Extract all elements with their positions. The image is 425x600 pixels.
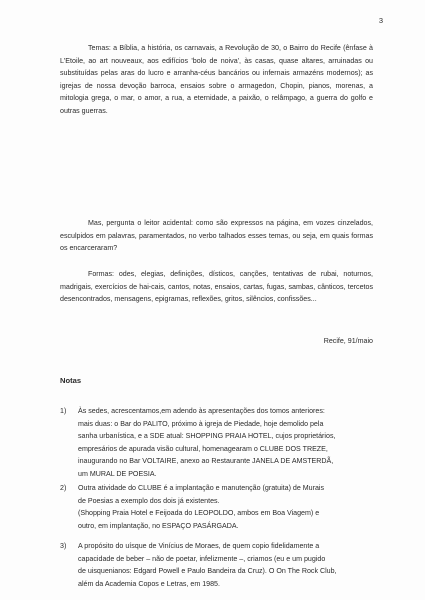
paragraph-formas: Formas: odes, elegias, definições, dísticos, canções, tentativas de rubai, noturnos, madrigais, exercícios de hai-cais, cantos, notas, ensaios, cartas, fugas, sambas, cânticos, tercetos desencontrados, mensagens, epigramas, reflexões, gritos, silêncios, confissões...	[60, 270, 373, 303]
note-item	[60, 405, 373, 480]
note-line: A propósito do uísque de Vinícius de Moraes, de quem copio fidelidamente a	[78, 542, 320, 550]
signature-date: Recife, 91/maio	[323, 337, 373, 345]
note-line: inaugurando no Bar VOLTAIRE, anexo ao Restaurante JANELA DE AMSTERDÃ,	[78, 457, 334, 465]
note-line: um MURAL DE POESIA.	[78, 469, 157, 478]
notes-heading: Notas	[60, 376, 82, 385]
note-line: mais duas: o Bar do PALITO, próximo à igreja de Piedade, hoje demolido pela	[78, 419, 324, 428]
note-number: 3)	[60, 542, 67, 550]
page-number: 3	[378, 16, 383, 25]
paragraph-pergunta: Mas, pergunta o leitor acidental: como são expressos na página, em vozes cinzelados, esculpidos em palavras, paramentados, no verbo talhados esses temas, ou seja, em quais formas os encarceraram?	[60, 219, 373, 252]
paragraph-temas: Temas: a Bíblia, a história, os carnavais, a Revolução de 30, o Bairro do Recife (ênfase à L'Etoile, ao art nouveaux, aos edifícios 'bolo de noiva', às casas, quase altares, arruinadas ou substituídas pelas aras do lucro e arranha-céus bancários ou infernais armazéns modernos); as igrejas de nossa devoção barroca, ensaios sobre o armagedon, Chopin, pianos, morenas, a mitologia grega, o mar, o amor, a rua, a eternidade, a paixão, o relâmpago, a guerra do golfo e outras guerras.	[60, 44, 373, 115]
note-line: além da Academia Copos e Letras, em 1985.	[78, 579, 220, 588]
note-line: Outra atividade do CLUBE é a implantação e manutenção (gratuita) de Murais	[78, 484, 325, 492]
note-line: (Shopping Praia Hotel e Feijoada do LEOPOLDO, ambos em Boa Viagem) e	[78, 509, 320, 517]
note-line: de Poesias a exemplo dos dois já existentes.	[78, 496, 220, 505]
note-line: de uisquenianos: Edgard Powell e Paulo Bandeira da Cruz). O On The Rock Club,	[78, 567, 337, 575]
note-line: outro, em implantação, no ESPAÇO PASÁRGADA.	[78, 521, 239, 530]
note-number: 1)	[60, 407, 67, 415]
note-line: empresários de apurada visão cultural, homenagearam o CLUBE DOS TREZE,	[78, 444, 328, 453]
note-line: Às sedes, acrescentamos,em adendo às apresentações dos tomos anteriores:	[78, 407, 325, 415]
note-line: capacidade de beber – não de poetar, infelizmente –, criamos (eu e um pugido	[78, 554, 326, 563]
note-item	[60, 540, 373, 590]
note-item	[60, 482, 373, 532]
note-line: sanha urbanística, e a SDE atual: SHOPPING PRAIA HOTEL, cujos proprietários,	[78, 432, 336, 440]
note-number: 2)	[60, 484, 67, 492]
